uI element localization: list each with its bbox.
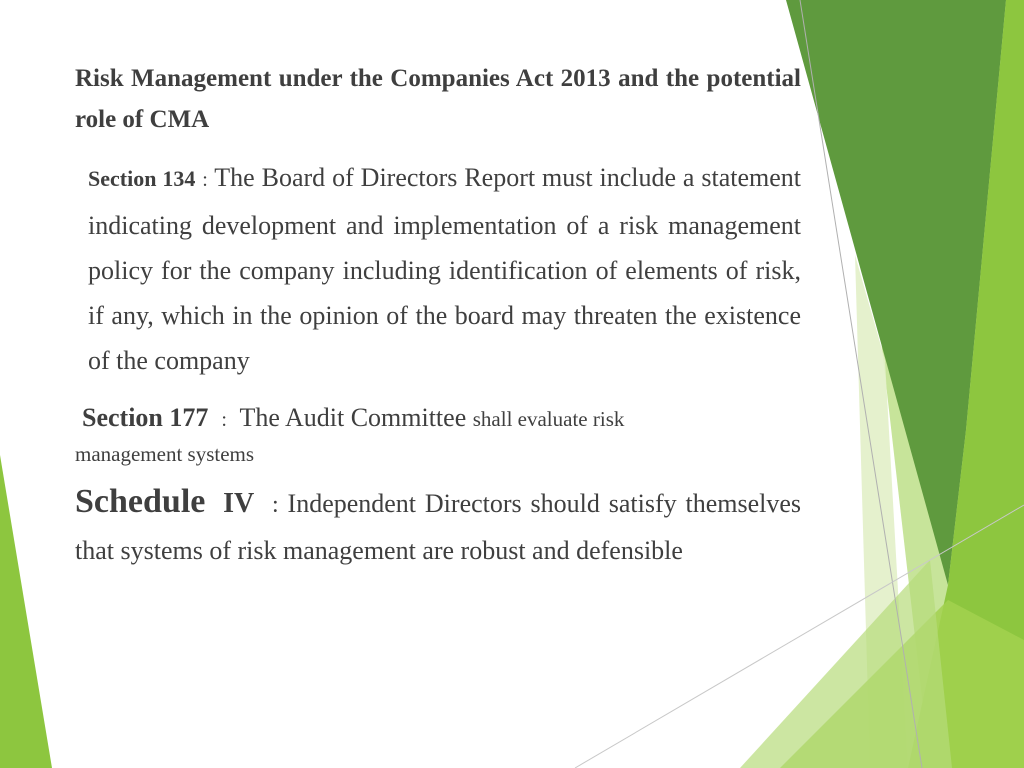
section-177-text-tail: management systems bbox=[75, 442, 255, 466]
section-177-text-small: shall evaluate risk bbox=[472, 407, 625, 431]
section-177-paragraph bbox=[75, 395, 801, 471]
section-177-label: Section 177 bbox=[82, 403, 209, 432]
slide-content bbox=[75, 155, 801, 573]
schedule-iv-label: Schedule bbox=[75, 483, 206, 520]
section-177-separator: : bbox=[221, 409, 227, 431]
section-177-text: The Audit Committee bbox=[239, 403, 467, 432]
schedule-iv-separator: : bbox=[271, 492, 279, 518]
schedule-iv-paragraph bbox=[75, 479, 801, 573]
left-green-shape bbox=[0, 455, 52, 768]
schedule-iv-text: Independent Directors should satisfy themselves that systems of risk management are robust and defensible bbox=[75, 489, 802, 565]
schedule-iv-label-numeral: IV bbox=[223, 488, 255, 519]
section-134-separator: : bbox=[202, 169, 208, 191]
section-134-text: The Board of Directors Report must include a statement indicating development and implementation of a risk management policy for the company including identification of elements of risk, if any, which in the opinion of the board may threaten the existence of the company bbox=[88, 163, 802, 375]
bottom-light-shape bbox=[740, 560, 952, 768]
section-134-label: Section 134 bbox=[88, 166, 196, 191]
section-134-paragraph bbox=[75, 155, 801, 383]
slide-title: Risk Management under the Companies Act 2013 and the potential role of CMA bbox=[75, 65, 801, 133]
